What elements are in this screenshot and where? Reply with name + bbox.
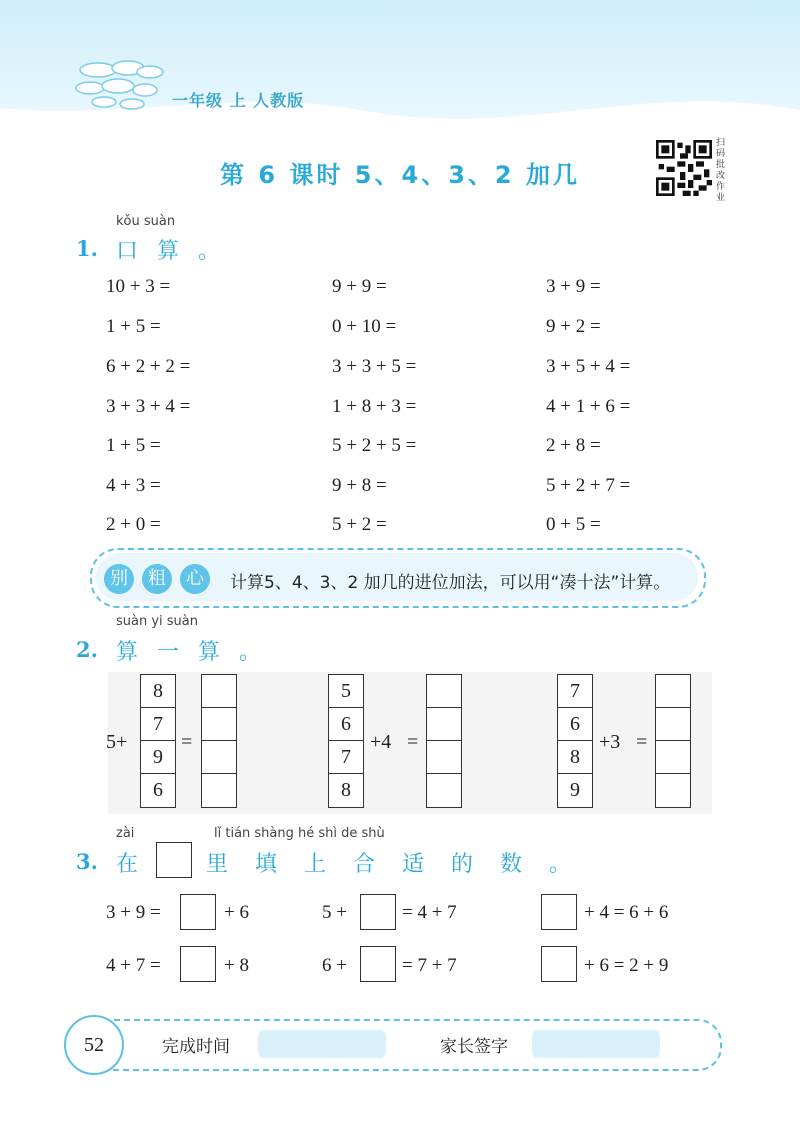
section2-title: 算 一 算 。 xyxy=(116,640,267,665)
expr: 9 + 2 = xyxy=(546,316,601,337)
answer-cell[interactable] xyxy=(656,774,690,807)
fill-box[interactable] xyxy=(541,946,577,982)
lesson-title: 第 6 课时 5、4、3、2 加几 xyxy=(220,161,580,189)
fill-expr: 6 + xyxy=(322,955,347,976)
section3-pinyin-zai: zài xyxy=(116,826,135,841)
fill-box[interactable] xyxy=(541,894,577,930)
fill-expr: 5 + xyxy=(322,902,347,923)
fill-expr: + 8 xyxy=(224,955,249,976)
answer-column[interactable] xyxy=(201,674,237,808)
addend-column xyxy=(328,674,364,808)
fill-box[interactable] xyxy=(180,894,216,930)
addend-cell: 8 xyxy=(558,741,592,774)
addend-cell: 8 xyxy=(341,779,351,801)
answer-cell[interactable] xyxy=(202,708,236,741)
expr: 2 + 0 = xyxy=(106,514,161,535)
expr: 0 + 5 = xyxy=(546,514,601,535)
expr: 1 + 5 = xyxy=(106,435,161,456)
answer-cell[interactable] xyxy=(427,741,461,774)
expr: 5 + 2 + 5 = xyxy=(332,435,417,456)
equals-sign: = xyxy=(407,731,419,753)
addend-cell: 6 xyxy=(329,708,363,741)
group2-suffix: +4 xyxy=(370,731,392,753)
addend-cell: 6 xyxy=(558,708,592,741)
addend-cell: 8 xyxy=(141,675,175,708)
equals-sign: = xyxy=(636,731,648,753)
header-banner xyxy=(0,0,800,130)
answer-cell[interactable] xyxy=(202,774,236,807)
answer-cell[interactable] xyxy=(656,708,690,741)
expr: 2 + 8 = xyxy=(546,435,601,456)
equals-sign: = xyxy=(181,731,193,753)
section3-title-zai: 在 xyxy=(116,852,139,877)
addend-cell: 7 xyxy=(141,708,175,741)
addend-column xyxy=(557,674,593,808)
completion-time-label: 完成时间 xyxy=(162,1037,230,1057)
tip-bubble: 别 xyxy=(104,564,134,594)
expr: 6 + 2 + 2 = xyxy=(106,356,191,377)
expr: 3 + 9 = xyxy=(546,276,601,297)
fill-box[interactable] xyxy=(360,894,396,930)
fill-expr: + 4 = 6 + 6 xyxy=(584,902,669,923)
group3-suffix: +3 xyxy=(599,731,621,753)
parent-signature-field[interactable] xyxy=(532,1030,660,1058)
answer-cell[interactable] xyxy=(427,774,461,807)
answer-cell[interactable] xyxy=(202,675,236,708)
expr: 1 + 5 = xyxy=(106,316,161,337)
example-box xyxy=(156,842,192,878)
grade-label: 一年级 上 人教版 xyxy=(172,91,305,110)
answer-column[interactable] xyxy=(655,674,691,808)
fill-expr: 4 + 7 = xyxy=(106,955,161,976)
expr: 5 + 2 + 7 = xyxy=(546,475,631,496)
section2-number: 2. xyxy=(76,637,98,662)
section3-number: 3. xyxy=(76,849,98,874)
expr: 10 + 3 = xyxy=(106,276,171,297)
section1-number: 1. xyxy=(76,236,98,261)
answer-cell[interactable] xyxy=(427,708,461,741)
expr: 9 + 8 = xyxy=(332,475,387,496)
expr: 3 + 3 + 5 = xyxy=(332,356,417,377)
qr-code-icon[interactable] xyxy=(656,140,712,196)
answer-cell[interactable] xyxy=(656,675,690,708)
expr: 0 + 10 = xyxy=(332,316,397,337)
section3-pinyin: lǐ tián shàng hé shì de shù xyxy=(214,826,385,841)
completion-time-field[interactable] xyxy=(258,1030,386,1058)
addend-column xyxy=(140,674,176,808)
answer-cell[interactable] xyxy=(427,675,461,708)
answer-cell[interactable] xyxy=(202,741,236,774)
fill-expr: = 7 + 7 xyxy=(402,955,457,976)
addend-cell: 7 xyxy=(558,675,592,708)
answer-column[interactable] xyxy=(426,674,462,808)
expr: 5 + 2 = xyxy=(332,514,387,535)
fill-expr: = 4 + 7 xyxy=(402,902,457,923)
tip-bubble: 心 xyxy=(180,564,210,594)
page-number: 52 xyxy=(64,1015,124,1075)
parent-signature-label: 家长签字 xyxy=(440,1037,508,1057)
qr-label: 扫码批改作业 xyxy=(716,138,726,203)
section2-pinyin: suàn yi suàn xyxy=(116,614,199,629)
section3-title: 里 填 上 合 适 的 数 。 xyxy=(206,852,581,877)
group1-prefix: 5+ xyxy=(106,731,128,753)
fill-expr: + 6 = 2 + 9 xyxy=(584,955,669,976)
expr: 1 + 8 + 3 = xyxy=(332,396,417,417)
answer-cell[interactable] xyxy=(656,741,690,774)
addend-cell: 9 xyxy=(570,779,580,801)
addend-cell: 5 xyxy=(329,675,363,708)
fill-expr: + 6 xyxy=(224,902,249,923)
tip-bubble: 粗 xyxy=(142,564,172,594)
expr: 4 + 1 + 6 = xyxy=(546,396,631,417)
addend-cell: 7 xyxy=(329,741,363,774)
expr: 3 + 5 + 4 = xyxy=(546,356,631,377)
addend-cell: 9 xyxy=(141,741,175,774)
expr: 3 + 3 + 4 = xyxy=(106,396,191,417)
fill-expr: 3 + 9 = xyxy=(106,902,161,923)
section1-title: 口 算 。 xyxy=(116,239,226,264)
expr: 4 + 3 = xyxy=(106,475,161,496)
tip-text: 计算5、4、3、2 加几的进位加法，可以用“凑十法”计算。 xyxy=(230,573,671,593)
fill-box[interactable] xyxy=(360,946,396,982)
fill-box[interactable] xyxy=(180,946,216,982)
addend-cell: 6 xyxy=(153,779,163,801)
section1-pinyin: kǒu suàn xyxy=(116,214,176,229)
expr: 9 + 9 = xyxy=(332,276,387,297)
